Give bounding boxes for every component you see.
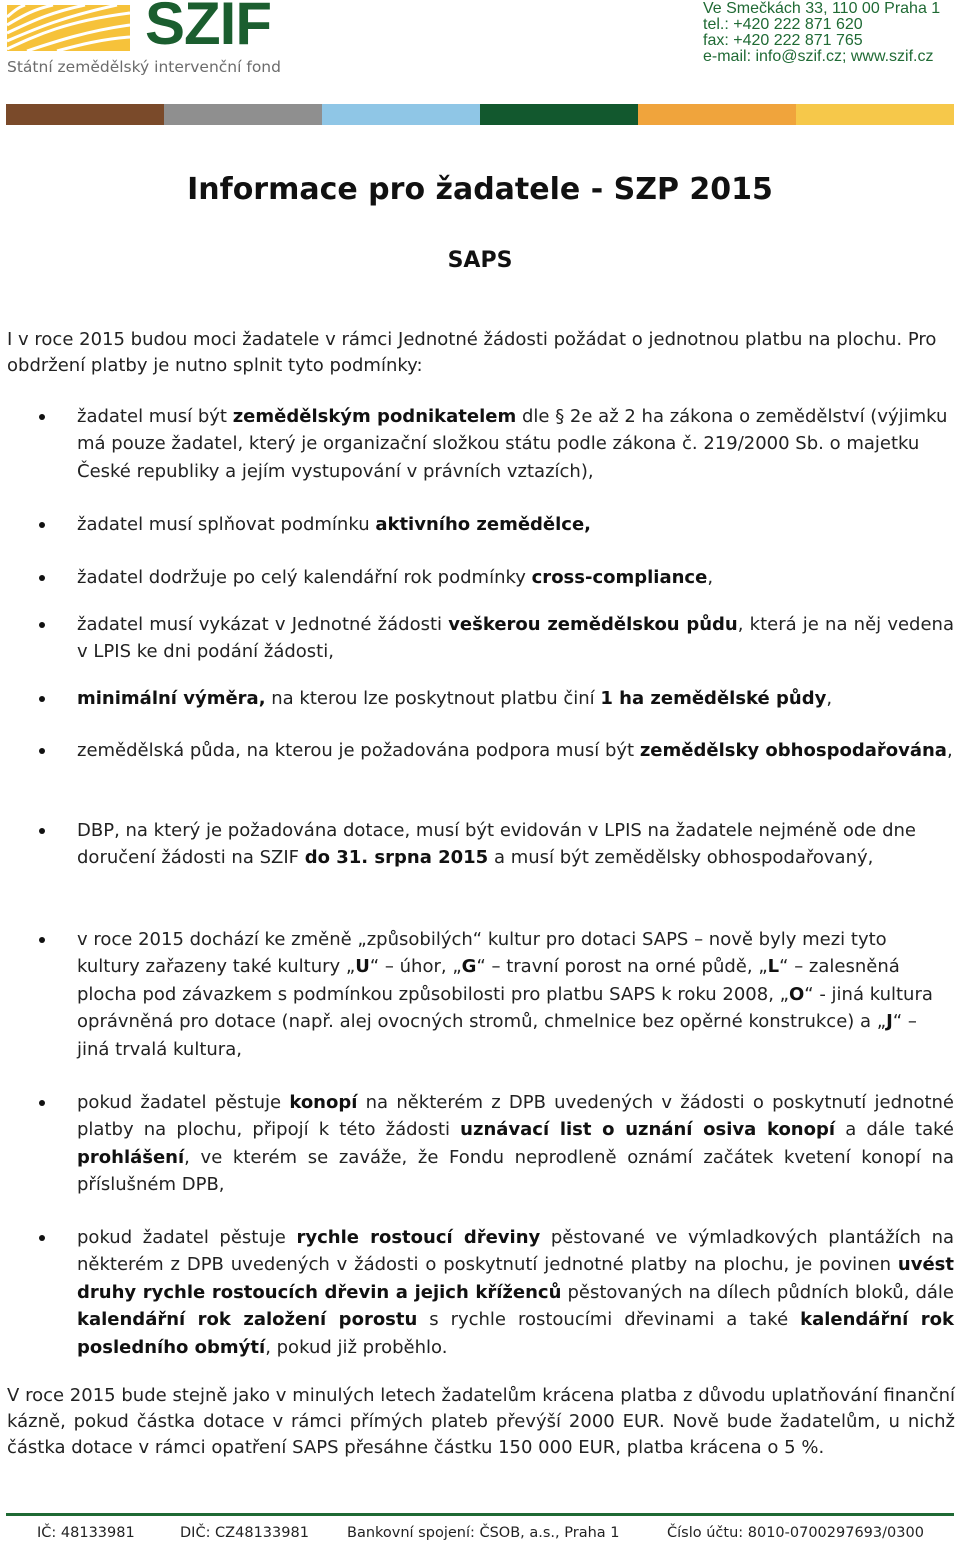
text-run: žadatel musí být: [77, 406, 233, 427]
bold-text: uvést druhy rychle rostoucích dřevin a jejich kříženců: [77, 1254, 954, 1303]
contact-fax: fax: +420 222 871 765: [703, 32, 863, 49]
bold-text: kalendářní rok posledního obmýtí: [77, 1309, 955, 1358]
closing-paragraph: V roce 2015 bude stejně jako v minulých letech žadatelům krácena platba z důvodu uplatňování finanční kázně, pokud částka dotace v rámci přímých plateb převýší 2000 EUR. Nově bude žadatelům, u nichž částka dotace v rámci opatření SAPS přesáhne částku 150 000 EUR, platba krácena o 5 %.: [7, 1385, 955, 1458]
text-run: v roce 2015 dochází ke změně „způsobilých“ kultur pro dotaci SAPS – nově byly mezi tyto kultury zařazeny také kultury „: [77, 929, 887, 978]
text-run: “ – jiná trvalá kultura,: [77, 1011, 917, 1060]
bold-text: U: [355, 956, 370, 978]
text-run: zemědělská půda, na kterou je požadována podpora musí být: [77, 740, 640, 761]
list-item: [77, 511, 954, 538]
text-run: “ – úhor, „: [369, 956, 462, 978]
bold-text: do 31. srpna 2015: [304, 847, 489, 869]
text-run: žadatel dodržuje po celý kalendářní rok podmínky: [77, 567, 532, 588]
bold-text: kalendářní rok založení porostu: [77, 1309, 418, 1331]
bold-text: J: [886, 1011, 893, 1033]
bold-text: 1 ha zemědělské půdy: [600, 688, 827, 709]
color-stripe: [6, 104, 954, 125]
text-run: s rychle rostoucími dřevinami a také: [417, 1309, 801, 1331]
text-run: pěstovaných na dílech půdních bloků, dále: [561, 1281, 954, 1303]
text-run: DBP, na který je požadována dotace, musí být evidován v LPIS na žadatele nejméně ode dne doručení žádosti na SZIF: [77, 820, 916, 869]
text-run: , která je na něj vedena v LPIS ke dni podání žádosti,: [77, 614, 954, 663]
bold-text: konopí: [289, 1092, 358, 1113]
bold-text: G: [461, 956, 477, 978]
stripe-segment: [638, 104, 796, 125]
organization-name: Státní zemědělský intervenční fond: [7, 58, 281, 76]
list-item: [77, 403, 954, 485]
text-run: žadatel musí splňovat podmínku: [77, 514, 376, 535]
bold-text: aktivního zemědělce,: [375, 514, 592, 535]
text-run: žadatel musí vykázat v Jednotné žádosti: [77, 614, 449, 635]
contact-phone: tel.: +420 222 871 620: [703, 16, 863, 33]
contact-address: Ve Smečkách 33, 110 00 Praha 1: [703, 0, 941, 17]
text-run: pokud žadatel pěstuje: [77, 1092, 290, 1113]
text-run: , pokud již proběhlo.: [265, 1336, 448, 1358]
text-run: “ – travní porost na orné půdě, „: [476, 956, 768, 978]
text-run: , ve kterém se zaváže, že Fondu neprodleně oznámí začátek kvetení konopí na příslušném DPB,: [77, 1146, 954, 1196]
bold-text: zemědělsky obhospodařována: [639, 740, 947, 761]
stripe-segment: [796, 104, 954, 125]
text-run: ,: [946, 740, 953, 761]
bold-text: minimální výměra,: [77, 688, 266, 709]
footer-ico: IČ: 48133981: [37, 1525, 135, 1541]
stripe-segment: [164, 104, 322, 125]
contact-block: [703, 1, 955, 65]
document-subtitle: SAPS: [447, 248, 513, 273]
bold-text: veškerou zemědělskou půdu: [448, 614, 738, 635]
list-item: [77, 564, 954, 591]
bold-text: rychle rostoucí dřeviny: [296, 1227, 541, 1248]
list-item: [77, 1224, 954, 1361]
document-title: Informace pro žadatele - SZP 2015: [187, 172, 773, 207]
bold-text: zemědělským podnikatelem: [232, 406, 517, 427]
text-run: pokud žadatel pěstuje: [77, 1227, 297, 1248]
stripe-segment: [6, 104, 164, 125]
text-run: dle § 2e až 2 ha zákona o zemědělství (výjimku má pouze žadatel, který je organizační složkou státu podle zákona č. 219/2000 Sb. o majetku České republiky a jejím vystupování v právních vztazích),: [77, 406, 948, 482]
list-item: [77, 926, 954, 1063]
list-item: [77, 737, 954, 764]
intro-paragraph: I v roce 2015 budou moci žadatele v rámci Jednotné žádosti požádat o jednotnou platbu na plochu. Pro obdržení platby je nutno splnit tyto podmínky:: [7, 329, 937, 376]
contact-email-web: e-mail: info@szif.cz; www.szif.cz: [703, 48, 934, 65]
list-item: [77, 685, 954, 712]
text-run: ,: [707, 567, 714, 588]
list-item: [77, 817, 954, 872]
logo-wordmark: SZIF: [145, 0, 271, 57]
bold-text: L: [767, 956, 780, 978]
list-item: [77, 1089, 954, 1199]
bold-text: cross-compliance: [531, 567, 708, 588]
szif-logo-graphic: [7, 5, 130, 51]
bold-text: uznávací list o uznání osiva konopí: [460, 1119, 836, 1141]
footer-divider: [6, 1513, 954, 1516]
stripe-segment: [480, 104, 638, 125]
text-run: “ – zalesněná plocha pod závazkem s podmínkou způsobilosti pro platbu SAPS k roku 2008, „: [77, 956, 900, 1005]
bold-text: O: [788, 983, 805, 1005]
footer-bank: Bankovní spojení: ČSOB, a.s., Praha 1: [347, 1525, 620, 1541]
text-run: na kterou lze poskytnout platbu činí: [265, 688, 601, 709]
text-run: a dále také: [835, 1119, 954, 1141]
stripe-segment: [322, 104, 480, 125]
text-run: ,: [826, 688, 833, 709]
footer-account: Číslo účtu: 8010-0700297693/0300: [667, 1525, 924, 1541]
text-run: pěstované ve výmladkových plantážích na některém z DPB uvedených v žádosti o poskytnutí jednotné platby na plochu, je povinen: [77, 1227, 955, 1276]
text-run: na některém z DPB uvedených v žádosti o poskytnutí jednotné platby na plochu, připojí k této žádosti: [77, 1092, 955, 1141]
list-item: [77, 611, 954, 666]
footer-dic: DIČ: CZ48133981: [180, 1525, 309, 1541]
text-run: a musí být zemědělsky obhospodařovaný,: [488, 847, 874, 869]
text-run: “ - jiná kultura oprávněná pro dotace (např. alej ovocných stromů, chmelnice bez opěrné konstrukce) a „: [77, 983, 933, 1033]
bold-text: prohlášení: [77, 1146, 185, 1168]
